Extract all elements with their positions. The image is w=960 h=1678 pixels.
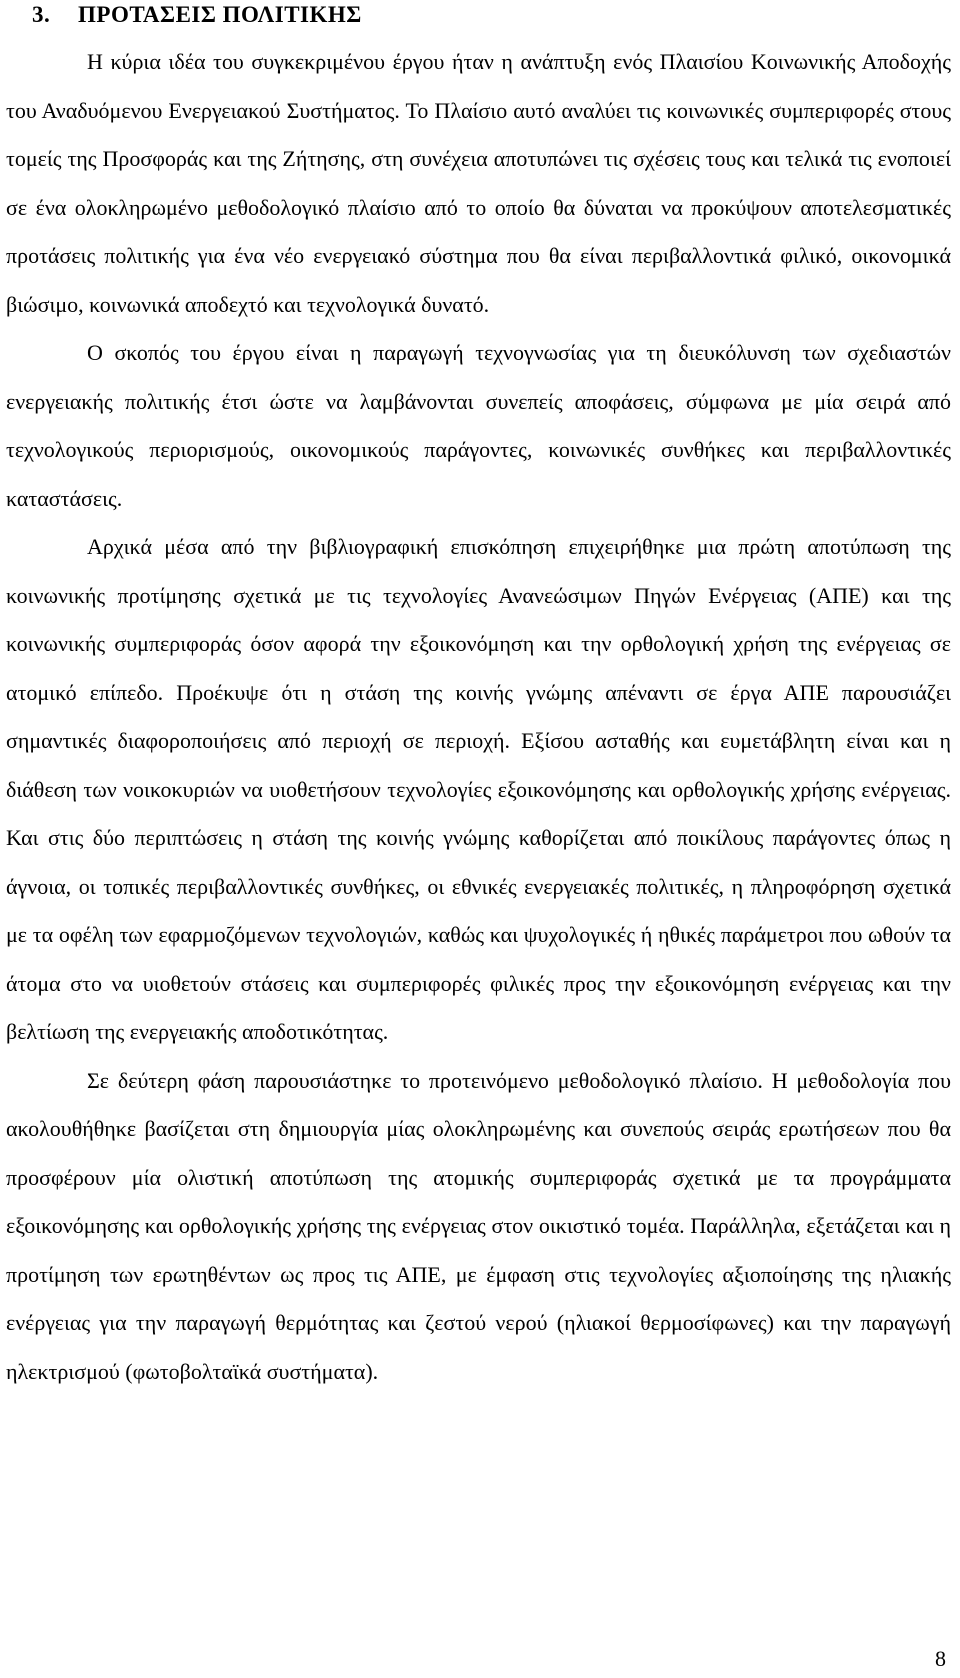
- paragraph-3: Αρχικά μέσα από την βιβλιογραφική επισκόπηση επιχειρήθηκε μια πρώτη αποτύπωση της κοινωνικής προτίμησης σχετικά με τις τεχνολογίες Ανανεώσιμων Πηγών Ενέργειας (ΑΠΕ) και της κοινωνικής συμπεριφοράς όσον αφορά την εξοικονόμηση και την ορθολογική χρήση της ενέργειας σε ατομικό επίπεδο. Προέκυψε ότι η στάση της κοινής γνώμης απέναντι σε έργα ΑΠΕ παρουσιάζει σημαντικές διαφοροποιήσεις από περιοχή σε περιοχή. Εξίσου ασταθής και ευμετάβλητη είναι και η διάθεση των νοικοκυριών να υιοθετήσουν τεχνολογίες εξοικονόμησης και ορθολογικής χρήσης ενέργειας. Και στις δύο περιπτώσεις η στάση της κοινής γνώμης καθορίζεται από ποικίλους παράγοντες όπως η άγνοια, οι τοπικές περιβαλλοντικές συνθήκες, οι εθνικές ενεργειακές πολιτικές, η πληροφόρηση σχετικά με τα οφέλη των εφαρμοζόμενων τεχνολογιών, καθώς και ψυχολογικές ή ηθικές παράμετροι που ωθούν τα άτομα στο να υιοθετούν στάσεις και συμπεριφορές φιλικές προς την εξοικονόμηση ενέργειας και την βελτίωση της ενεργειακής αποδοτικότητας.: [6, 534, 951, 1044]
- section-heading: [32, 0, 362, 30]
- section-number: 3.: [32, 2, 51, 27]
- paragraph-1: Η κύρια ιδέα του συγκεκριμένου έργου ήταν η ανάπτυξη ενός Πλαισίου Κοινωνικής Αποδοχής του Αναδυόμενου Ενεργειακού Συστήματος. Το Πλαίσιο αυτό αναλύει τις κοινωνικές συμπεριφορές στους τομείς της Προσφοράς και της Ζήτησης, στη συνέχεια αποτυπώνει τις σχέσεις τους και τελικά τις ενοποιεί σε ένα ολοκληρωμένο μεθοδολογικό πλαίσιο από το οποίο θα δύναται να προκύψουν αποτελεσματικές προτάσεις πολιτικής για ένα νέο ενεργειακό σύστημα που θα είναι περιβαλλοντικά φιλικό, οικονομικά βιώσιμο, κοινωνικά αποδεχτό και τεχνολογικά δυνατό.: [6, 49, 951, 317]
- page-number: 8: [935, 1646, 946, 1671]
- paragraph-2: Ο σκοπός του έργου είναι η παραγωγή τεχνογνωσίας για τη διευκόλυνση των σχεδιαστών ενεργειακής πολιτικής έτσι ώστε να λαμβάνονται συνεπείς αποφάσεις, σύμφωνα με μία σειρά από τεχνολογικούς περιορισμούς, οικονομικούς παράγοντες, κοινωνικές συνθήκες και περιβαλλοντικές καταστάσεις.: [6, 340, 951, 511]
- section-title: ΠΡΟΤΑΣΕΙΣ ΠΟΛΙΤΙΚΗΣ: [78, 2, 362, 27]
- body-text: [6, 38, 951, 1396]
- paragraph-4: Σε δεύτερη φάση παρουσιάστηκε το προτεινόμενο μεθοδολογικό πλαίσιο. Η μεθοδολογία που ακολουθήθηκε βασίζεται στη δημιουργία μίας ολοκληρωμένης και συνεπούς σειράς ερωτήσεων που θα προσφέρουν μία ολιστική αποτύπωση της ατομικής συμπεριφοράς σχετικά με τα προγράμματα εξοικονόμησης και ορθολογικής χρήσης της ενέργειας στον οικιστικό τομέα. Παράλληλα, εξετάζεται και η προτίμηση των ερωτηθέντων ως προς τις ΑΠΕ, με έμφαση στις τεχνολογίες αξιοποίησης της ηλιακής ενέργειας για την παραγωγή θερμότητας και ζεστού νερού (ηλιακοί θερμοσίφωνες) και την παραγωγή ηλεκτρισμού (φωτοβολταϊκά συστήματα).: [6, 1067, 951, 1384]
